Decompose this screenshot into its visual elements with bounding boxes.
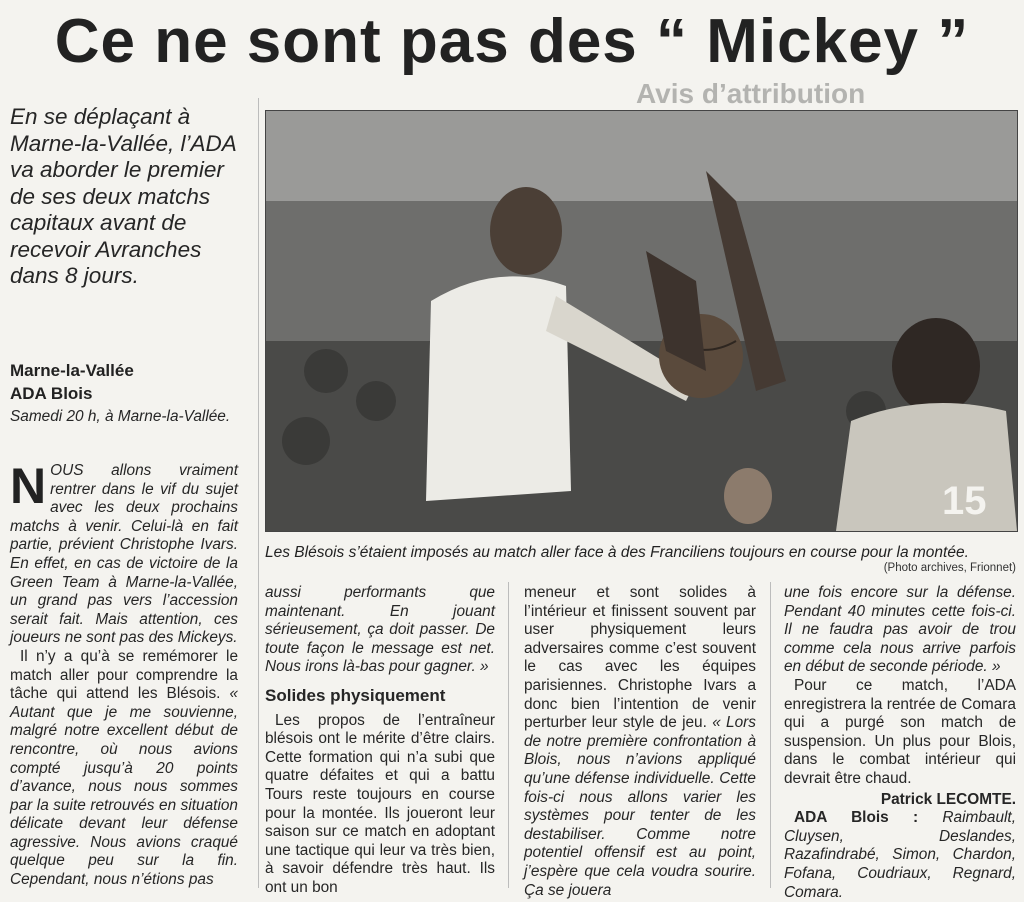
basketball-photo	[265, 110, 1018, 532]
col4-paragraph: Pour ce match, l’ADA enregistrera la rentrée de Comara qui a purgé son match de suspension. Un plus pour Blois, dans le combat intérieur qui devrait être chaud.	[784, 676, 1016, 787]
col1-paragraph-1: OUS allons vraiment rentrer dans le vif du sujet avec les deux prochains matchs à venir. Celui-là en fait partie, prévient Christophe Ivars. En effet, en cas de victoire de la Green Team à Marne-la-Vallée, un grand pas vers l’accession serait fait. Mais attention, ces joueurs ne sont pas des Mickeys.	[10, 462, 238, 647]
col1-paragraph-2: Il n’y a qu’à se remémorer le match aller pour comprendre la tâche qui attend les Blésois.	[10, 647, 238, 703]
col4-quote: une fois encore sur la défense. Pendant 40 minutes cette fois-ci. Il ne faudra pas avoir de trou comme cela nous arrive parfois en début de seconde période. »	[784, 584, 1016, 676]
col2-paragraph: Les propos de l’entraîneur blésois ont le mérite d’être clairs. Cette formation qui n’a subi que quatre défaites et qui a battu Tours reste toujours en course pour la montée. Ils joueront leur saison sur ce match en adoptant une tactique qui leur va très bien, à savoir défendre très haut. Ils ont un bon	[265, 711, 495, 896]
photo-credit: (Photo archives, Frionnet)	[883, 562, 1016, 574]
photo-illustration	[266, 111, 1017, 531]
photo-caption: Les Blésois s’étaient imposés au match aller face à des Franciliens toujours en course pour la montée.	[265, 544, 969, 561]
article-column-4	[784, 584, 1016, 902]
article-column-1	[10, 458, 238, 890]
lineup-names: Raimbault, Cluysen, Deslandes, Razafindrabé, Simon, Chardon, Fofana, Coudriaux, Regnard, Comara.	[784, 809, 1016, 901]
drop-cap: N	[10, 458, 47, 514]
column-divider	[258, 98, 259, 888]
bleed-heading: Avis d’attribution	[636, 78, 866, 109]
match-team-away: ADA Blois	[10, 384, 93, 403]
col1-quote: « Autant que je me souvienne, malgré notre excellent début de rencontre, où nous avions compté jusqu’à 20 points d’avance, nous nous sommes par la suite retrouvés en situation délicate devant leur défense agressive. Nous avions craqué quelque peu sur la fin. Cependant, nous n’étions pas	[10, 685, 238, 889]
jersey-number: 15	[942, 479, 987, 523]
section-heading: Solides physiquement	[265, 685, 446, 705]
column-divider	[508, 582, 509, 888]
lineup-label: ADA Blois :	[794, 809, 919, 827]
match-schedule: Samedi 20 h, à Marne-la-Vallée.	[10, 408, 231, 425]
col3-quote: « Lors de notre première confrontation à Blois, nous n’avions appliqué qu’une défense individuelle. Cette fois-ci nous allons varier les systèmes pour tenter de les destabiliser. Comme notre potentiel offensif est au point, j’espère que cela voudra sourire. Ça se jouera	[524, 714, 757, 899]
lede: En se déplaçant à Marne-la-Vallée, l’ADA va aborder le premier de ses deux matchs capitaux avant de recevoir Avranches dans 8 jours.	[10, 104, 236, 288]
col2-quote: aussi performants que maintenant. En jouant sérieusement, ça doit passer. De toute façon le message est net. Nous irons là-bas pour gagner. »	[265, 584, 495, 676]
column-divider	[770, 582, 771, 888]
article-column-2	[265, 584, 495, 898]
col3-paragraph: meneur et sont solides à l’intérieur et finissent souvent par user physiquement leurs adversaires comme c’est souvent le cas avec les équipes parisiennes. Christophe Ivars a donc bien l’intention de venir perturber leur style de jeu.	[524, 584, 756, 732]
article-column-3	[524, 584, 756, 900]
headline: Ce ne sont pas des “ Mickey ”	[54, 7, 970, 76]
author-signature: Patrick LECOMTE.	[880, 790, 1016, 808]
match-team-home: Marne-la-Vallée	[10, 361, 134, 380]
